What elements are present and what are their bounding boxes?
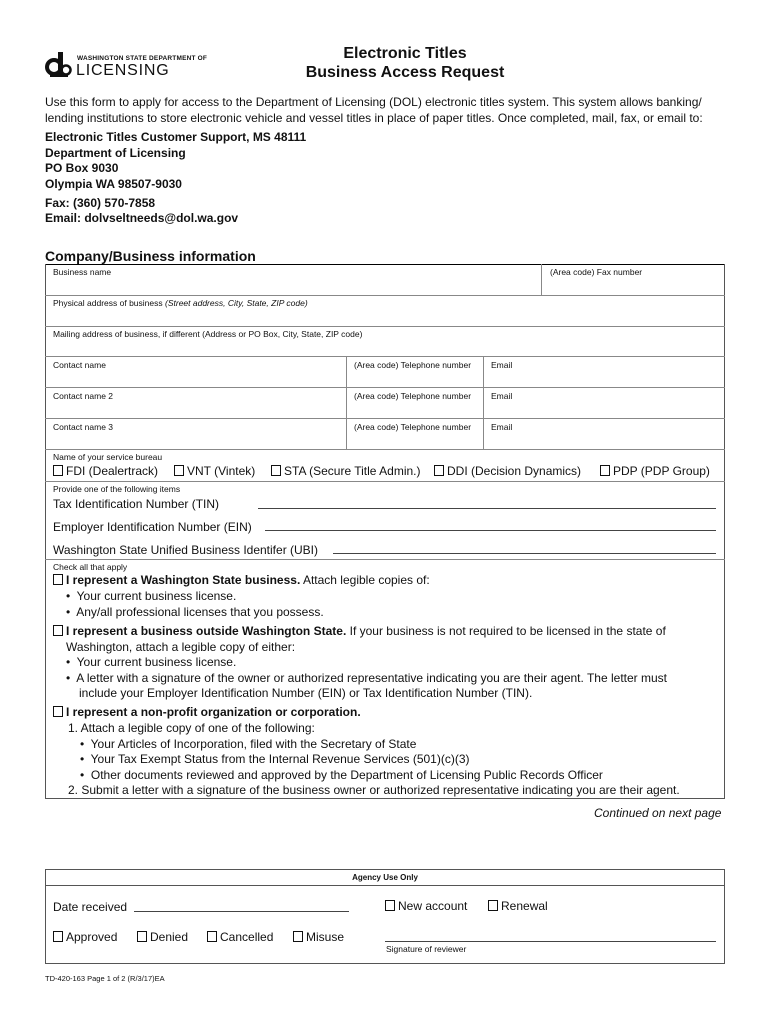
checkbox[interactable] xyxy=(53,706,63,717)
check-all-label: Check all that apply xyxy=(53,562,128,572)
section-title: Company/Business information xyxy=(45,248,256,264)
new-account-option[interactable] xyxy=(385,899,467,913)
address-line: Department of Licensing xyxy=(45,146,186,160)
checkbox[interactable] xyxy=(53,574,63,585)
checkbox[interactable] xyxy=(271,465,281,476)
ubi-label: Washington State Unified Business Identifer (UBI) xyxy=(53,543,319,557)
bureau-option-pdp[interactable] xyxy=(600,464,710,478)
status-label: Approved xyxy=(66,930,118,944)
service-bureau-label: Name of your service bureau xyxy=(53,452,163,462)
checkbox[interactable] xyxy=(488,900,498,911)
address-line: PO Box 9030 xyxy=(45,161,119,175)
checkbox[interactable] xyxy=(53,465,63,476)
outside-business-text: If your business is not required to be licensed in the state of xyxy=(346,624,666,638)
status-label: Cancelled xyxy=(220,930,274,944)
divider xyxy=(45,387,725,388)
status-label: Misuse xyxy=(306,930,345,944)
misuse-option[interactable] xyxy=(293,930,344,944)
form-subtitle: Business Access Request xyxy=(305,64,505,81)
address-line: Olympia WA 98507-9030 xyxy=(45,177,182,191)
checkbox[interactable] xyxy=(293,931,303,942)
bureau-option-fdi[interactable] xyxy=(53,464,158,478)
bureau-label: STA (Secure Title Admin.) xyxy=(284,464,421,478)
list-item: • Your Tax Exempt Status from the Internal Revenue Services (501)(c)(3) xyxy=(80,752,470,766)
divider xyxy=(346,356,347,449)
checkbox[interactable] xyxy=(174,465,184,476)
list-item: • Your current business license. xyxy=(66,655,237,669)
physical-address-hint: (Street address, City, State, ZIP code) xyxy=(165,298,308,308)
contact-email-field[interactable]: Email xyxy=(491,422,513,432)
list-item: • A letter with a signature of the owner or authorized representative indicating you are their agent. The letter must xyxy=(66,671,667,685)
list-item: • Any/all professional licenses that you possess. xyxy=(66,605,324,619)
divider xyxy=(45,449,725,450)
agency-use-title: Agency Use Only xyxy=(45,869,725,886)
list-item: • Your Articles of Incorporation, filed with the Secretary of State xyxy=(80,737,417,751)
physical-address-field[interactable] xyxy=(53,298,308,308)
mailing-address-field[interactable]: Mailing address of business, if different (Address or PO Box, City, State, ZIP code) xyxy=(53,329,363,339)
divider xyxy=(483,356,484,449)
checkbox[interactable] xyxy=(385,900,395,911)
logo-agency-name: WASHINGTON STATE DEPARTMENT OF xyxy=(77,55,208,62)
approved-option[interactable] xyxy=(53,930,117,944)
intro-paragraph: Use this form to apply for access to the Department of Licensing (DOL) electronic titles system. This system allows banking/ lending institutions to store electronic vehicle and vessel titles in place of paper titles. Once completed, mail, fax, or email to: xyxy=(45,95,703,125)
wa-business-title: I represent a Washington State business. xyxy=(66,573,301,587)
logo-licensing: LICENSING xyxy=(76,62,170,79)
business-name-field[interactable]: Business name xyxy=(53,267,112,277)
date-received-label: Date received xyxy=(53,900,128,914)
divider xyxy=(45,559,725,560)
contact-phone-field[interactable]: (Area code) Telephone number xyxy=(354,422,472,432)
email-line: Email: dolvseltneeds@dol.wa.gov xyxy=(45,211,239,225)
nonprofit-option[interactable] xyxy=(53,705,361,721)
physical-address-label: Physical address of business xyxy=(53,298,163,308)
fax-number-field[interactable]: (Area code) Fax number xyxy=(550,267,643,277)
contact-name-field[interactable]: Contact name 3 xyxy=(53,422,114,432)
date-received-field[interactable] xyxy=(134,911,349,912)
contact-email-field[interactable]: Email xyxy=(491,360,513,370)
outside-business-cont: Washington, attach a legible copy of either: xyxy=(66,640,296,654)
bureau-option-sta[interactable] xyxy=(271,464,421,478)
bureau-label: FDI (Dealertrack) xyxy=(66,464,159,478)
form-title: Electronic Titles xyxy=(343,45,467,62)
tin-field[interactable] xyxy=(258,508,716,509)
wa-business-text: Attach legible copies of: xyxy=(300,573,430,587)
bureau-option-vnt[interactable] xyxy=(174,464,255,478)
contact-email-field[interactable]: Email xyxy=(491,391,513,401)
contact-name-field[interactable]: Contact name xyxy=(53,360,106,370)
checkbox[interactable] xyxy=(53,625,63,636)
signature-label: Signature of reviewer xyxy=(386,944,467,954)
bureau-label: PDP (PDP Group) xyxy=(613,464,710,478)
list-item: • Your current business license. xyxy=(66,589,237,603)
checkbox[interactable] xyxy=(53,931,63,942)
checkbox[interactable] xyxy=(600,465,610,476)
outside-business-option[interactable] xyxy=(53,624,666,640)
tin-label: Tax Identification Number (TIN) xyxy=(53,497,220,511)
status-label: Denied xyxy=(150,930,189,944)
ubi-field[interactable] xyxy=(333,553,716,554)
contact-phone-field[interactable]: (Area code) Telephone number xyxy=(354,360,472,370)
renewal-label: Renewal xyxy=(501,899,548,913)
ein-field[interactable] xyxy=(265,530,716,531)
divider xyxy=(45,356,725,357)
nonprofit-step2: 2. Submit a letter with a signature of the business owner or authorized representative indicating you are their agent. xyxy=(68,783,680,797)
fax-line: Fax: (360) 570-7858 xyxy=(45,196,156,210)
continued-note: Continued on next page xyxy=(594,806,722,820)
divider xyxy=(45,418,725,419)
form-footer: TD-420-163 Page 1 of 2 (R/3/17)EA xyxy=(45,974,165,983)
bureau-label: VNT (Vintek) xyxy=(187,464,256,478)
ein-label: Employer Identification Number (EIN) xyxy=(53,520,252,534)
provide-label: Provide one of the following items xyxy=(53,484,181,494)
checkbox[interactable] xyxy=(434,465,444,476)
divider xyxy=(45,295,725,296)
checkbox[interactable] xyxy=(207,931,217,942)
contact-phone-field[interactable]: (Area code) Telephone number xyxy=(354,391,472,401)
cancelled-option[interactable] xyxy=(207,930,273,944)
list-item-cont: include your Employer Identification Number (EIN) or Tax Identification Number (TIN). xyxy=(79,686,533,700)
new-account-label: New account xyxy=(398,899,468,913)
denied-option[interactable] xyxy=(137,930,188,944)
divider xyxy=(541,264,542,295)
nonprofit-title: I represent a non-profit organization or corporation. xyxy=(66,705,361,719)
renewal-option[interactable] xyxy=(488,899,548,913)
contact-name-field[interactable]: Contact name 2 xyxy=(53,391,114,401)
bureau-option-ddi[interactable] xyxy=(434,464,581,478)
wa-business-option[interactable] xyxy=(53,573,430,589)
bureau-label: DDI (Decision Dynamics) xyxy=(447,464,582,478)
list-item: • Other documents reviewed and approved by the Department of Licensing Public Records Officer xyxy=(80,768,603,782)
divider xyxy=(45,481,725,482)
address-line: Electronic Titles Customer Support, MS 48111 xyxy=(45,130,307,144)
checkbox[interactable] xyxy=(137,931,147,942)
outside-business-title: I represent a business outside Washington State. xyxy=(66,624,347,638)
signature-field[interactable] xyxy=(385,941,716,942)
divider xyxy=(45,326,725,327)
nonprofit-step1: 1. Attach a legible copy of one of the following: xyxy=(68,721,315,735)
